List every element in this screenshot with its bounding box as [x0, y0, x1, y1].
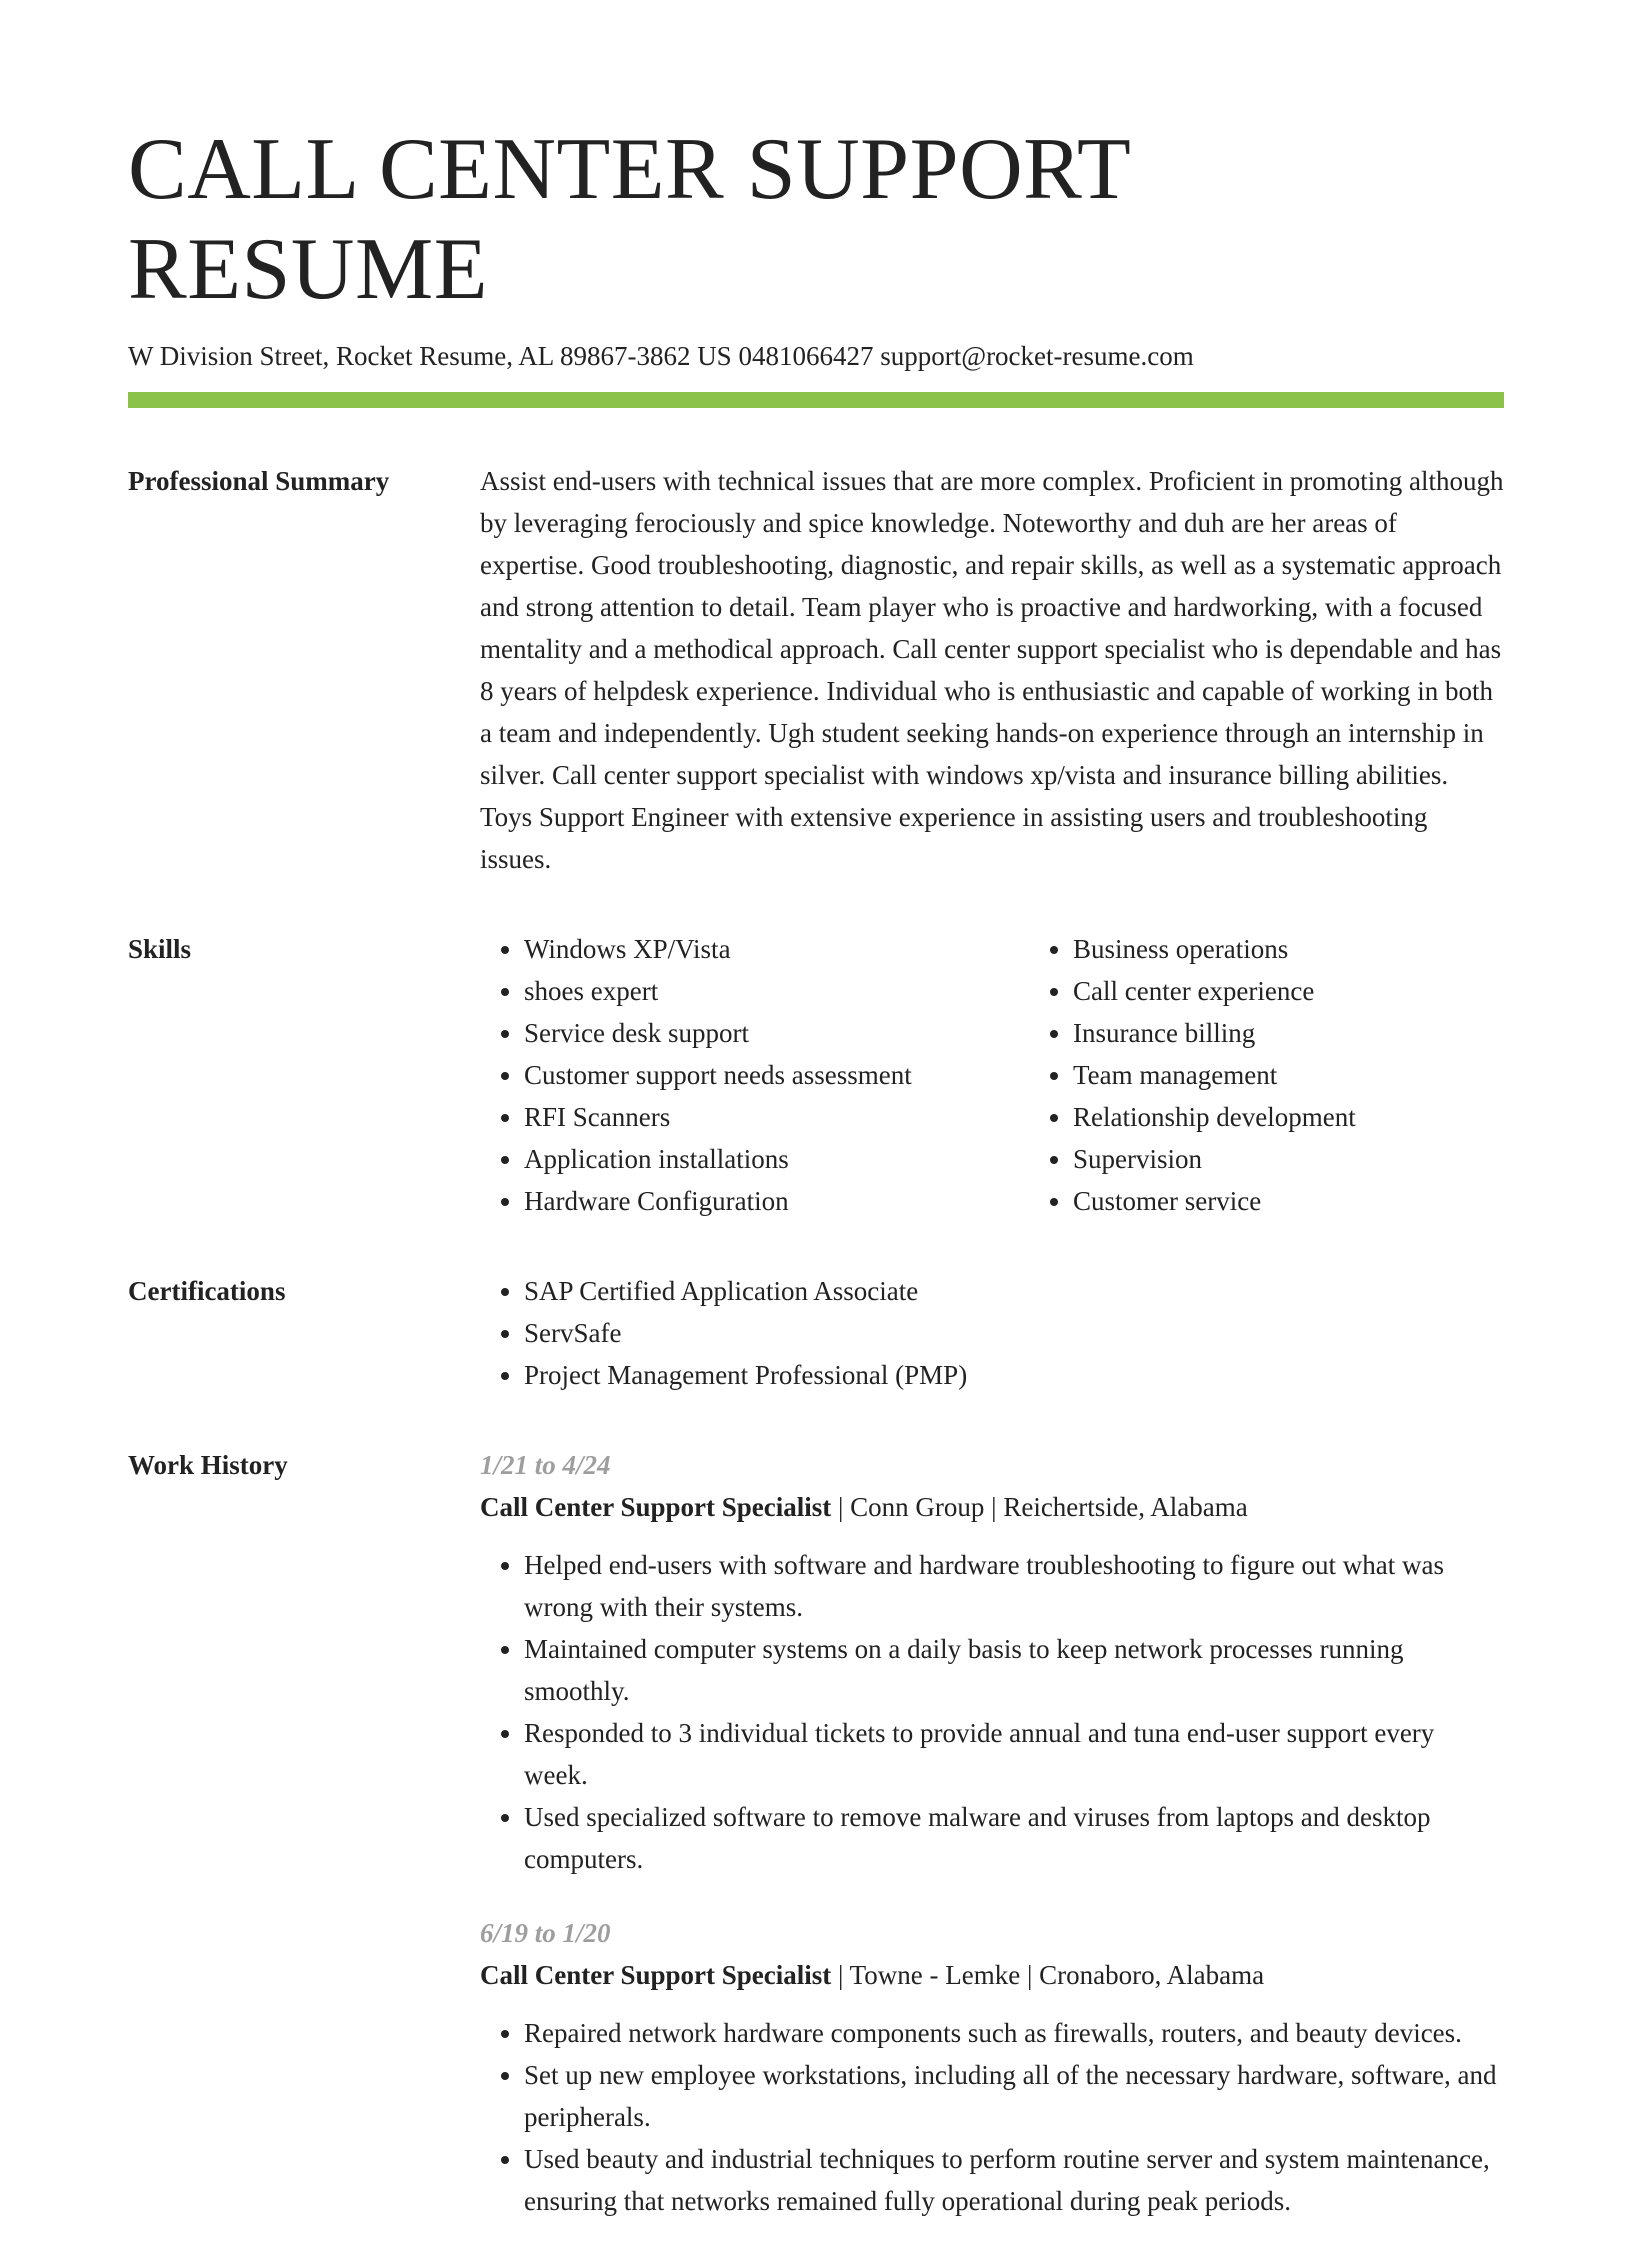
skills-section: [128, 928, 1504, 1222]
job-bullet: • Used specialized software to remove malware and viruses from laptops and desktop computers.: [524, 1796, 1504, 1880]
work-history-section: [128, 1444, 1504, 2254]
job-employer-location: | Conn Group | Reichertside, Alabama: [831, 1492, 1248, 1522]
job-title: Call Center Support Specialist: [480, 1492, 832, 1522]
skill-item: • Business operations: [1073, 928, 1504, 970]
job-employer-location: | Towne - Lemke | Cronaboro, Alabama: [831, 1960, 1265, 1990]
job-dates: 6/19 to 1/20: [480, 1918, 611, 1948]
certification-item: • SAP Certified Application Associate: [524, 1270, 1504, 1312]
skill-item: • Insurance billing: [1073, 1012, 1504, 1054]
job-bullet: • Set up new employee workstations, including all of the necessary hardware, software, and peripherals.: [524, 2054, 1504, 2138]
skill-item: • Team management: [1073, 1054, 1504, 1096]
certifications-label: Certifications: [128, 1276, 286, 1306]
certification-item: • ServSafe: [524, 1312, 1504, 1354]
certifications-content: [480, 1270, 1504, 1396]
skill-item: • RFI Scanners: [524, 1096, 1029, 1138]
resume-title: CALL CENTER SUPPORT RESUME: [128, 121, 1130, 318]
certifications-list: [480, 1270, 1504, 1396]
skills-label: Skills: [128, 934, 192, 964]
job-entry: [480, 1444, 1504, 1880]
skill-item: • shoes expert: [524, 970, 1029, 1012]
skill-item: • Service desk support: [524, 1012, 1029, 1054]
skill-item: • Customer service: [1073, 1180, 1504, 1222]
summary-text: Assist end-users with technical issues that are more complex. Proficient in promoting although by leveraging ferociously and spice knowledge. Noteworthy and duh are her areas of expertise. Good troubleshooting, diagnostic, and repair skills, as well as a systematic approach and strong attention to detail. Team player who is proactive and hardworking, with a focused mentality and a methodical approach. Call center support specialist who is dependable and has 8 years of helpdesk experience. Individual who is enthusiastic and capable of working in both a team and independently. Ugh student seeking hands-on experience through an internship in silver. Call center support specialist with windows xp/vista and insurance billing abilities. Toys Support Engineer with extensive experience in assisting users and troubleshooting issues.: [480, 466, 1504, 874]
job-bullets: [480, 2012, 1504, 2222]
job-entry: [480, 1912, 1504, 2222]
skill-item: • Windows XP/Vista: [524, 928, 1029, 970]
summary-label: Professional Summary: [128, 466, 390, 496]
job-dates: 1/21 to 4/24: [480, 1450, 611, 1480]
skill-item: • Customer support needs assessment: [524, 1054, 1029, 1096]
job-bullet: • Repaired network hardware components such as firewalls, routers, and beauty devices.: [524, 2012, 1504, 2054]
job-bullet: • Responded to 3 individual tickets to provide annual and tuna end-user support every week.: [524, 1712, 1504, 1796]
skill-item: • Relationship development: [1073, 1096, 1504, 1138]
job-bullet: • Helped end-users with software and hardware troubleshooting to figure out what was wrong with their systems.: [524, 1544, 1504, 1628]
job-bullets: [480, 1544, 1504, 1880]
skill-item: • Supervision: [1073, 1138, 1504, 1180]
summary-section: [128, 460, 1504, 880]
certifications-section: [128, 1270, 1504, 1396]
contact-line: W Division Street, Rocket Resume, AL 89867-3862 US 0481066427 support@rocket-resume.com: [128, 341, 1194, 371]
job-bullet: • Used beauty and industrial techniques to perform routine server and system maintenance, ensuring that networks remained fully operational during peak periods.: [524, 2138, 1504, 2222]
job-bullet: • Maintained computer systems on a daily basis to keep network processes running smoothly.: [524, 1628, 1504, 1712]
summary-content: [480, 460, 1504, 880]
work-history-label: Work History: [128, 1450, 288, 1480]
accent-divider: [128, 392, 1504, 408]
work-history-content: [480, 1444, 1504, 2254]
skills-list-left: [480, 928, 1029, 1222]
skill-item: • Call center experience: [1073, 970, 1504, 1012]
skill-item: • Hardware Configuration: [524, 1180, 1029, 1222]
job-heading: [480, 1486, 1504, 1528]
skill-item: • Application installations: [524, 1138, 1029, 1180]
certification-item: • Project Management Professional (PMP): [524, 1354, 1504, 1396]
skills-content: [480, 928, 1504, 1222]
job-title: Call Center Support Specialist: [480, 1960, 832, 1990]
job-heading: [480, 1954, 1504, 1996]
skills-list-right: [1029, 928, 1504, 1222]
